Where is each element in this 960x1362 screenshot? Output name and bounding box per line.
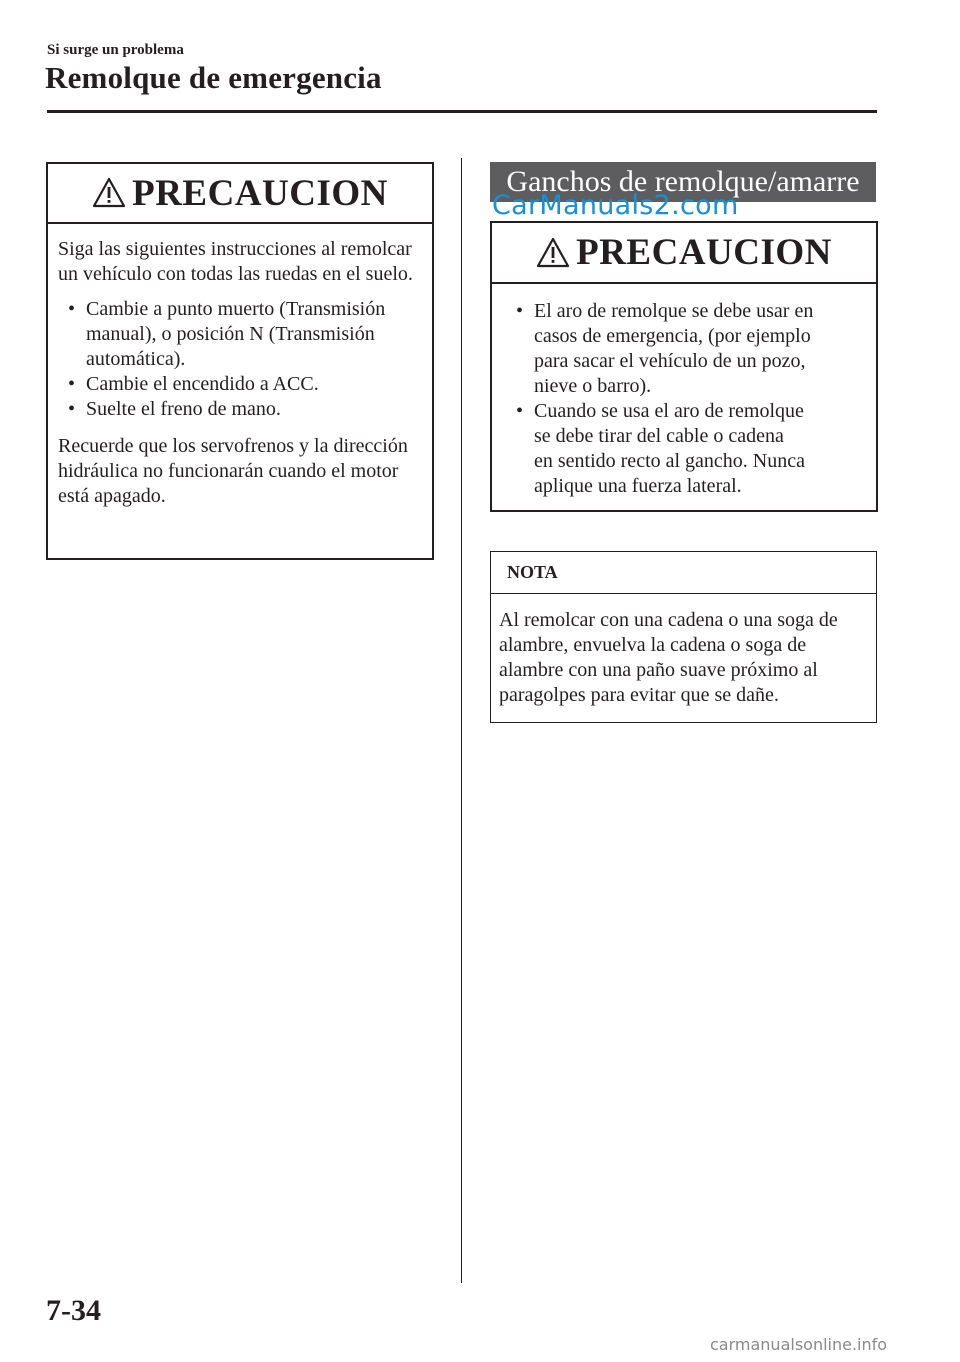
footer-watermark: carmanualsonline.info	[710, 1335, 888, 1354]
list-item-text: se debe tirar del cable o cadena	[534, 425, 784, 447]
note-title: NOTA	[491, 552, 876, 594]
section-label: Si surge un problema	[47, 42, 184, 58]
bullet-icon: •	[68, 373, 76, 395]
note-text: Al remolcar con una cadena o una soga de alambre, envuelva la cadena o soga de alambre con una paño suave próximo al paragolpes para evitar que se dañe.	[499, 609, 838, 706]
list-item-text: aplique una fuerza lateral.	[534, 475, 742, 497]
list-item-text: Suelte el freno de mano.	[86, 398, 281, 420]
list-item-text: en sentido recto al gancho. Nunca	[534, 450, 806, 472]
list-item-text: Cuando se usa el aro de remolque	[534, 400, 804, 422]
caution-box-left	[46, 162, 434, 560]
list-item	[506, 299, 866, 399]
list-item	[506, 399, 866, 499]
list-item	[58, 372, 422, 397]
list-item-text: automática).	[86, 348, 186, 370]
list-item-text: El aro de remolque se debe usar en	[534, 300, 814, 322]
list-item	[58, 397, 422, 422]
caution-outro: Recuerde que los servofrenos y la dirección hidráulica no funcionarán cuando el motor está apagado.	[58, 435, 408, 507]
note-box	[490, 551, 877, 723]
bullet-icon: •	[516, 400, 524, 422]
section-heading: Ganchos de remolque/amarre	[490, 162, 876, 202]
page-title: Remolque de emergencia	[45, 60, 382, 95]
warning-triangle-icon	[92, 177, 126, 209]
page-number: 7-34	[46, 1294, 101, 1327]
caution-body	[492, 284, 876, 499]
bullet-icon: •	[68, 398, 76, 420]
bullet-icon: •	[68, 298, 76, 320]
caution-title: PRECAUCION	[576, 232, 832, 273]
caution-header	[492, 223, 876, 284]
caution-box-right	[490, 221, 878, 512]
caution-intro: Siga las siguientes instrucciones al remolcar un vehículo con todas las ruedas en el suelo.	[58, 238, 413, 285]
list-item	[58, 297, 422, 372]
list-item-text: Cambie a punto muerto (Transmisión	[86, 298, 386, 320]
watermark: CarManuals2.com	[492, 190, 739, 221]
title-rule	[47, 110, 877, 113]
note-body	[491, 594, 876, 708]
list-item-text: nieve o barro).	[534, 375, 652, 397]
caution-title: PRECAUCION	[132, 172, 388, 214]
caution-body	[48, 224, 432, 509]
list-item-text: manual), o posición N (Transmisión	[86, 323, 375, 345]
warning-triangle-icon	[536, 237, 570, 269]
caution-list	[498, 299, 866, 499]
caution-list	[58, 297, 422, 422]
list-item-text: Cambie el encendido a ACC.	[86, 373, 319, 395]
bullet-icon: •	[516, 300, 524, 322]
list-item-text: para sacar el vehículo de un pozo,	[534, 350, 806, 372]
column-divider	[461, 158, 462, 1283]
list-item-text: casos de emergencia, (por ejemplo	[534, 325, 811, 347]
caution-header	[48, 164, 432, 224]
